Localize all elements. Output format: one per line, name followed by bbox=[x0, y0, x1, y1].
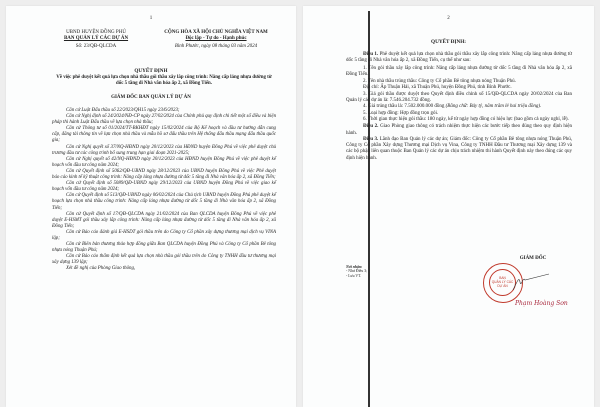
recipients-label: Nơi nhận: bbox=[346, 265, 363, 269]
article-label: Điều 3. bbox=[363, 136, 379, 142]
recipient: - Như Điều 3; bbox=[346, 269, 368, 274]
national-motto: Độc lập - Tự do - Hạnh phúc bbox=[185, 36, 247, 42]
stamp-line: QUẢN LÝ CÁC bbox=[491, 280, 514, 284]
stamp-line: DỰ ÁN bbox=[497, 284, 508, 288]
document-page-1 bbox=[6, 6, 296, 407]
decision-title: QUYẾT ĐỊNH bbox=[134, 68, 168, 74]
national-header bbox=[146, 30, 286, 51]
legal-basis: Căn cứ Nghị định số 24/2024/NĐ-CP ngày 27/02/2024 của Chính phủ quy định chi tiết một số điều và biện pháp thi hành Luật Đấu thầu về lựa chọn nhà thầu; bbox=[52, 114, 277, 126]
item-contract-type: 5. Loại hợp đồng: Hợp đồng trọn gói. bbox=[363, 110, 439, 116]
legal-basis: Căn cứ Quyết định số 513/QĐ-UBND ngày 06/02/2024 của Chủ tịch UBND huyện Đồng Phú phê duyệt kế hoạch lựa chọn nhà thầu công trình: Nâng cấp láng nhựa đường từ dốc 5 tầng đi Nhà văn hóa ấp 2, xã Đồng Tiến; bbox=[52, 193, 276, 211]
document-number: Số: 23/QĐ-QLCDA bbox=[75, 44, 117, 50]
article-text: Giao Phòng giao thông có trách nhiệm thực hiện các bước tiếp theo đúng theo quy định hiện hành. bbox=[346, 124, 573, 136]
item-duration: 6. Thời gian thực hiện gói thầu: 180 ngày, kể từ ngày hợp đồng có hiệu lực (bao gồm cả ngày nghỉ, lễ). bbox=[363, 116, 569, 122]
recipient: - Lưu VT. bbox=[346, 273, 362, 278]
article-text: Phê duyệt kết quả lựa chọn nhà thầu gói thầu xây lắp công trình: Nâng cấp láng nhựa đường từ dốc 5 tầng đi Nhà văn hóa ấp 2, xã Đồng Tiến, cụ thể như sau: bbox=[346, 52, 573, 64]
authority-title: GIÁM ĐỐC BAN QUẢN LÝ DỰ ÁN bbox=[111, 95, 191, 100]
country-name: CỘNG HÒA XÃ HỘI CHỦ NGHĨA VIỆT NAM bbox=[164, 30, 268, 35]
district-name: UBND HUYỆN ĐỒNG PHÚ bbox=[66, 30, 126, 35]
legal-basis: Căn cứ Báo cáo thẩm định kết quả lựa chọn nhà thầu gói thầu trên do Công ty TNHH đầu tư thương mại xây dựng 139 lập; bbox=[52, 254, 276, 266]
winning-price-amount: 4. Giá trúng thầu là: 7.502.000.000 đồng bbox=[363, 104, 446, 110]
stamp-line: BAN bbox=[499, 276, 506, 280]
document-page-2 bbox=[303, 6, 594, 407]
signature-block bbox=[473, 256, 583, 307]
legal-basis: Căn cứ Biên bản thương thảo hợp đồng giữa Ban QLCDA huyện Đồng Phú và Công ty Cổ phần Bê tông nhựa nóng Thuận Phú; bbox=[52, 242, 276, 254]
legal-basis: Căn cứ Luật Đấu thầu số 22/2023/QH15 ngày 23/6/2023; bbox=[66, 108, 180, 113]
signer-name: Phạm Hoàng Sơn bbox=[515, 300, 568, 307]
place-date: Bình Phước, ngày 08 tháng 03 năm 2024 bbox=[174, 44, 258, 50]
item-winning-price bbox=[346, 104, 572, 110]
signer-title: GIÁM ĐỐC bbox=[519, 256, 547, 261]
board-name: BAN QUẢN LÝ CÁC DỰ ÁN bbox=[63, 36, 129, 42]
decision-subject: Về việc phê duyệt kết quả lựa chọn nhà thầu gói thầu xây lắp công trình: Nâng cấp láng nhựa đường từ dốc 5 tầng đi Nhà văn hóa ấp 2, xã Đồng Tiến. bbox=[56, 75, 272, 87]
winning-price-words: (Bằng chữ: Bảy tỷ, năm trăm lẻ hai triệu đồng). bbox=[445, 104, 542, 110]
page-number: 1 bbox=[149, 16, 153, 21]
article-2 bbox=[346, 124, 572, 137]
item-package-name: 1. Tên gói thầu xây lắp công trình: Nâng cấp láng nhựa đường từ dốc 5 tầng đi Nhà văn hóa ấp 2, xã Đồng Tiến. bbox=[346, 65, 572, 77]
decision-heading: QUYẾT ĐỊNH: bbox=[431, 39, 466, 45]
article-3 bbox=[346, 137, 572, 162]
legal-basis: Căn cứ Báo cáo đánh giá E-HSDT gói thầu trên do Công ty Cổ phần xây dựng thương mại dịch vụ VINA lập; bbox=[52, 229, 276, 241]
recipients-block bbox=[346, 265, 367, 278]
article-text: Lãnh đạo Ban Quản lý các dự án; Giám đốc: Công ty Cổ phần Bê tông nhựa nóng Thuận Phú, Công ty Cổ phần Xây dựng Thương mại Dịch vụ Vina, Công ty TNHH Đầu tư Thương mại Xây dựng 139 và các bộ phận liên quan thuộc Ban Quản lý các dự án chịu trách nhiệm thi hành Quyết định này theo đúng các quy định hiện hành. bbox=[346, 136, 573, 161]
item-package-price: 3. Giá gói thầu được duyệt theo Quyết định điều chỉnh số 15/QĐ-QLCDA ngày 20/02/2024 của Ban Quản lý các dự án là: 7.546.204.732 đồng. bbox=[346, 91, 572, 104]
legal-basis: Căn cứ Nghị quyết số 42/NQ-HĐND ngày 20/12/2023 của HĐND huyện Đồng Phú về việc phê duyệt kế hoạch vốn đầu tư công năm 2024; bbox=[52, 156, 276, 168]
legal-bases bbox=[52, 108, 276, 273]
legal-basis: Căn cứ Quyết định số 5062/QĐ-UBND ngày 28/12/2023 của UBND huyện Đồng Phú về việc Phê duyệt báo cáo kinh tế kỹ thuật công trình: Nâng cấp láng nhựa đường từ dốc 5 tầng đi Nhà văn hóa ấp 2, xã Đồng Tiến; bbox=[52, 168, 276, 181]
page-number: 2 bbox=[447, 16, 450, 21]
legal-basis: Xét đề nghị của Phòng Giao thông, bbox=[66, 266, 136, 272]
decision-articles bbox=[346, 52, 572, 162]
item-winning-bidder: 2. Tên nhà thầu trúng thầu: Công ty Cổ phần Bê tông nhựa nóng Thuận Phú. bbox=[363, 79, 516, 85]
legal-basis: Căn cứ Quyết định số 5089/QĐ-UBND ngày 29/12/2023 của UBND huyện Đồng Phú về việc giao kế hoạch vốn đầu tư công năm 2024; bbox=[52, 181, 276, 193]
article-label: Điều 1. bbox=[363, 52, 379, 57]
legal-basis: Căn cứ Quyết định số 17/QĐ-QLCDA ngày 21/02/2024 của Ban QLCDA huyện Đồng Phú về việc phê duyệt E-HSMT gói thầu xây lắp công trình: Nâng cấp láng nhựa đường từ dốc 5 tầng đi Nhà văn hóa ấp 2, xã Đồng Tiến; bbox=[52, 211, 276, 229]
legal-basis: Căn cứ Nghị quyết số 37/NQ-HĐND ngày 20/12/2023 của HĐND huyện Đồng Phú về việc phê duyệt chủ trương đầu tư các công trình bổ sung trung hạn giai đoạn 2021-2025; bbox=[52, 144, 276, 156]
legal-basis: Căn cứ Thông tư số 01/2024/TT-BKHĐT ngày 15/02/2024 của Bộ Kế hoạch và đầu tư hướng dẫn cung cấp, đăng tải thông tin về lựa chọn nhà thầu và mẫu hồ sơ đấu thầu trên Hệ thống đấu thầu mạng đấu thầu quốc gia; bbox=[52, 126, 276, 144]
article-1 bbox=[346, 52, 572, 65]
item-address: Địa chỉ: Ấp Thuận Hải, xã Thuận Phú, huyện Đồng Phú, tỉnh Bình Phước. bbox=[363, 85, 512, 91]
article-label: Điều 2. bbox=[363, 124, 379, 130]
signature-scribble-icon bbox=[511, 272, 551, 294]
issuing-authority-header bbox=[46, 30, 146, 51]
